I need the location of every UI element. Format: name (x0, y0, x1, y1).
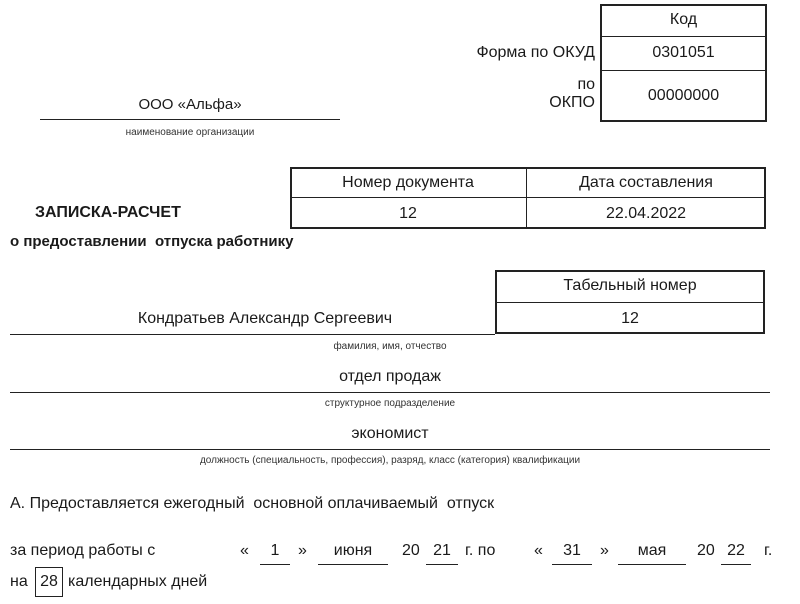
position-value: экономист (351, 425, 429, 442)
full-name-caption: фамилия, имя, отчество (333, 341, 447, 352)
document-title: ЗАПИСКА-РАСЧЕТ (35, 204, 181, 221)
days-value: 28 (40, 573, 58, 590)
document-subtitle: о предоставлении отпуска работнику (10, 233, 294, 250)
employee-full-name: Кондратьев Александр Сергеевич (137, 310, 393, 327)
period-label: за период работы с (10, 542, 156, 559)
to-label: г. по (465, 542, 496, 559)
organization-caption: наименование организации (125, 127, 255, 138)
department-underline (10, 392, 770, 393)
okud-value: 0301051 (652, 44, 715, 61)
tab-number-value: 12 (621, 309, 639, 327)
full-name-underline (10, 334, 495, 335)
month-from: июня (333, 542, 373, 559)
section-a-heading: А. Предоставляется ежегодный основной оплачиваемый отпуск (10, 495, 495, 512)
organization-name: ООО «Альфа» (138, 96, 242, 113)
quote-close-from: » (298, 542, 307, 559)
code-table-divider (600, 70, 767, 71)
department-caption: структурное подразделение (324, 398, 456, 409)
quote-close-to: » (600, 542, 609, 559)
day-from-underline (260, 564, 290, 565)
tab-number-header: Табельный номер (563, 277, 697, 294)
month-to-underline (618, 564, 686, 565)
month-to: мая (637, 542, 667, 559)
quote-open-from: « (240, 542, 249, 559)
day-from: 1 (270, 542, 280, 559)
code-header: Код (669, 11, 698, 28)
position-caption: должность (специальность, профессия), разряд, класс (категория) квалификации (199, 455, 581, 466)
okpo-value: 00000000 (647, 87, 720, 104)
year-to-underline (721, 564, 751, 565)
quote-open-to: « (534, 542, 543, 559)
days-label: календарных дней (68, 573, 208, 590)
document-number-header: Номер документа (342, 173, 474, 191)
document-date-header: Дата составления (579, 173, 713, 191)
position-underline (10, 449, 770, 450)
year-suffix: г. (764, 542, 773, 559)
okud-label: Форма по ОКУД (476, 44, 595, 61)
okpo-label-line2: ОКПО (549, 94, 595, 111)
day-to: 31 (563, 542, 581, 559)
document-date-value: 22.04.2022 (605, 204, 687, 222)
year-prefix-to: 20 (697, 542, 715, 559)
on-label: на (10, 573, 28, 590)
day-to-underline (552, 564, 592, 565)
year-from: 21 (433, 542, 451, 559)
year-from-underline (426, 564, 458, 565)
code-table-divider (600, 36, 767, 37)
year-prefix-from: 20 (402, 542, 420, 559)
organization-underline (40, 119, 340, 120)
document-number-value: 12 (399, 204, 417, 222)
month-from-underline (318, 564, 388, 565)
okpo-label-line1: по (577, 76, 595, 93)
year-to: 22 (727, 542, 745, 559)
department-value: отдел продаж (339, 368, 441, 385)
